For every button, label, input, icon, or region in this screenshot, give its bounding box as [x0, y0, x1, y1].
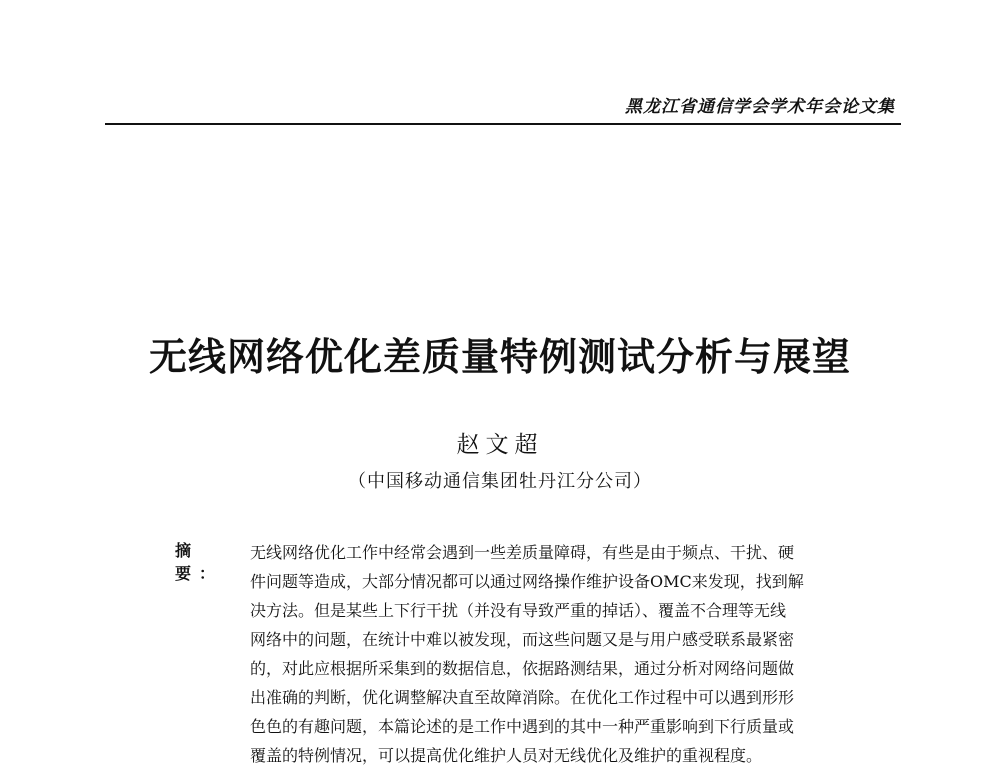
- author-name: 赵文超: [456, 432, 544, 458]
- abstract-label: 摘 要：: [175, 541, 224, 583]
- abstract-line: 色色的有趣问题，本篇论述的是工作中遇到的其中一种严重影响到下行质量或: [250, 717, 795, 736]
- paper-title: 无线网络优化差质量特例测试分析与展望: [148, 334, 851, 379]
- abstract-line: 的，对此应根据所采集到的数据信息，依据路测结果，通过分析对网络问题做: [250, 659, 795, 678]
- abstract-line: 覆盖的特例情况，可以提高优化维护人员对无线优化及维护的重视程度。: [250, 746, 763, 765]
- abstract-line: 网络中的问题，在统计中难以被发现，而这些问题又是与用户感受联系最紧密: [250, 630, 795, 649]
- abstract-body: [250, 538, 840, 770]
- running-header: [105, 86, 901, 126]
- header-rule: [105, 123, 901, 125]
- author-affiliation: （中国移动通信集团牡丹江分公司）: [348, 471, 652, 492]
- journal-name: 黑龙江省通信学会学术年会论文集: [625, 97, 895, 117]
- abstract-line: 件问题等造成，大部分情况都可以通过网络操作维护设备OMC来发现，找到解: [250, 572, 804, 591]
- abstract-line: 决方法。但是某些上下行干扰（并没有导致严重的掉话）、覆盖不合理等无线: [250, 601, 787, 620]
- abstract-line: 无线网络优化工作中经常会遇到一些差质量障碍，有些是由于频点、干扰、硬: [250, 543, 795, 562]
- abstract-line: 出准确的判断，优化调整解决直至故障消除。在优化工作过程中可以遇到形形: [250, 688, 795, 707]
